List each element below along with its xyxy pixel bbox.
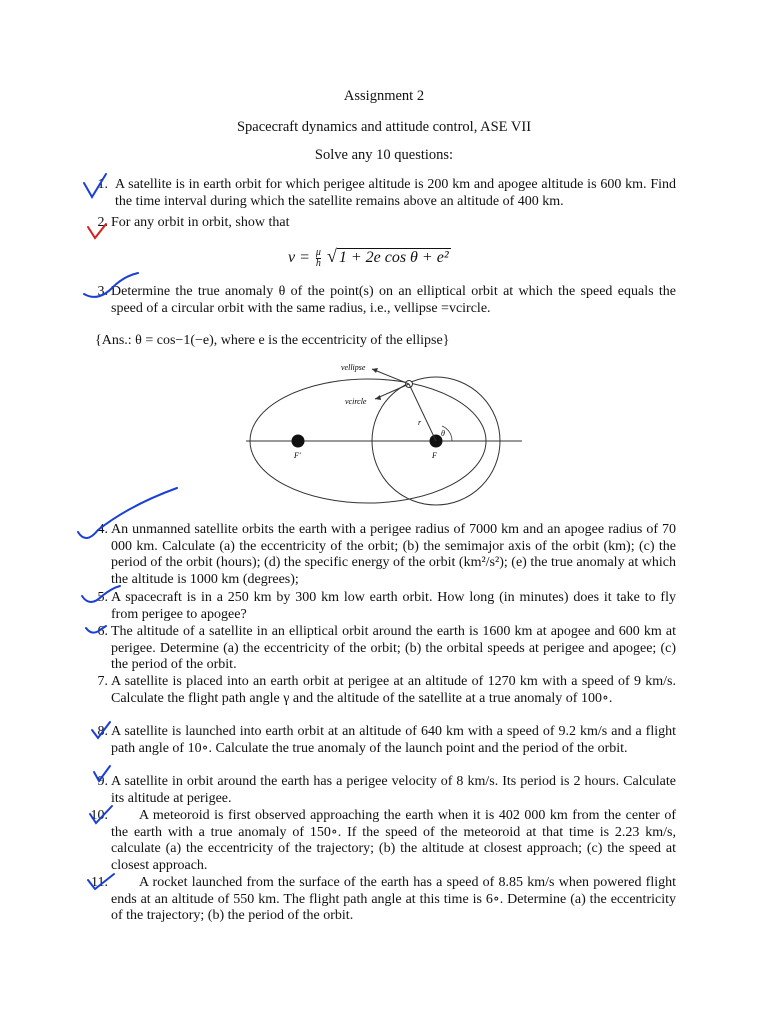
question-9-number: 9.: [97, 774, 108, 789]
theta-label: θ: [441, 429, 445, 438]
formula-radicand: 1 + 2e cos θ + e²: [338, 249, 449, 266]
instruction: Solve any 10 questions:: [314, 147, 454, 163]
question-3-text: Determine the true anomaly θ of the point(s) on an elliptical orbit at which the speed equals the speed of a circular orbit with the same radius, i.e., vellipse =vcircle.: [111, 284, 676, 316]
question-4-text: An unmanned satellite orbits the earth with a perigee radius of 7000 km and an apogee radius of 70 000 km. Calculate (a) the eccentricity of the orbit; (b) the semimajor axis of the orbit (km); (c) the period of the orbit (hours); (d) the specific energy of the orbit (km²/s²); (e) the true anomaly at which the altitude is 1000 km (degrees);: [111, 522, 676, 587]
question-11-text: A rocket launched from the surface of the earth has a speed of 8.85 km/s when powered flight ends at an altitude of 550 km. The flight path angle at this time is 6∘. Determine (a) the eccentricity of the trajectory; (b) the period of the orbit.: [111, 875, 676, 924]
question-8-number: 8.: [97, 724, 108, 739]
question-1-number: 1.: [97, 177, 108, 192]
answer-text: {Ans.: θ = cos−1(−e), where e is the eccentricity of the ellipse}: [95, 333, 450, 348]
radius-line: [409, 384, 436, 441]
v-ellipse-label: vellipse: [341, 363, 366, 372]
question-6-text: The altitude of a satellite in an elliptical orbit around the earth is 1600 km at apogee and 600 km at perigee. Determine (a) the eccentricity of the orbit; (b) the orbital speeds at perigee and apogee; (c) the period of the orbit.: [111, 624, 676, 673]
question-6-number: 6.: [97, 624, 108, 639]
focus-f-prime: [292, 435, 305, 448]
question-7-text: A satellite is placed into an earth orbit at perigee at an altitude of 1270 km with a speed of 9 km/s. Calculate the flight path angle γ and the altitude of the satellite at a true anomaly of 100∘.: [111, 674, 676, 706]
f-prime-label: F': [294, 451, 301, 460]
question-2-text: For any orbit in orbit, show that: [111, 215, 290, 230]
question-8-text: A satellite is launched into earth orbit at an altitude of 640 km with a speed of 9.2 km/s and a flight path angle of 10∘. Calculate the true anomaly of the launch point and the period of the orbit.: [111, 724, 676, 756]
v-ellipse-arrow: [372, 369, 409, 384]
r-label: r: [418, 418, 422, 427]
formula-denominator: h: [315, 257, 321, 269]
sqrt-icon: √: [326, 246, 337, 266]
question-5-number: 5.: [97, 590, 108, 605]
v-circle-label: vcircle: [345, 397, 367, 406]
question-7-number: 7.: [97, 674, 108, 689]
formula-numerator: μ: [315, 246, 321, 258]
question-4-number: 4.: [97, 522, 108, 537]
question-10-text: A meteoroid is first observed approaching the earth when it is 402 000 km from the center of the earth with a true anomaly of 150∘. If the speed of the meteoroid at that time is 2.23 km/s, calculate (a) the eccentricity of the trajectory; (b) the altitude at closest approach; (c) the speed at closest approach.: [111, 808, 676, 873]
question-5-text: A spacecraft is in a 250 km by 300 km low earth orbit. How long (in minutes) does it take to fly from perigee to apogee?: [111, 590, 676, 622]
question-2-number: 2.: [97, 215, 108, 230]
course-title: Spacecraft dynamics and attitude control, ASE VII: [236, 119, 532, 135]
question-3-number: 3.: [97, 284, 108, 299]
question-9-text: A satellite in orbit around the earth has a perigee velocity of 8 km/s. Its period is 2 hours. Calculate its altitude at perigee.: [111, 774, 676, 806]
f-label: F: [432, 451, 437, 460]
assignment-title: Assignment 2: [343, 88, 425, 104]
question-1-text: A satellite is in earth orbit for which perigee altitude is 200 km and apogee altitude is 600 km. Find the time interval during which the satellite remains above an altitude of 400 km.: [115, 177, 676, 209]
formula-lhs: v =: [288, 249, 310, 266]
question-10-number: 10.: [90, 808, 108, 823]
question-11-number: 11.: [91, 875, 108, 890]
